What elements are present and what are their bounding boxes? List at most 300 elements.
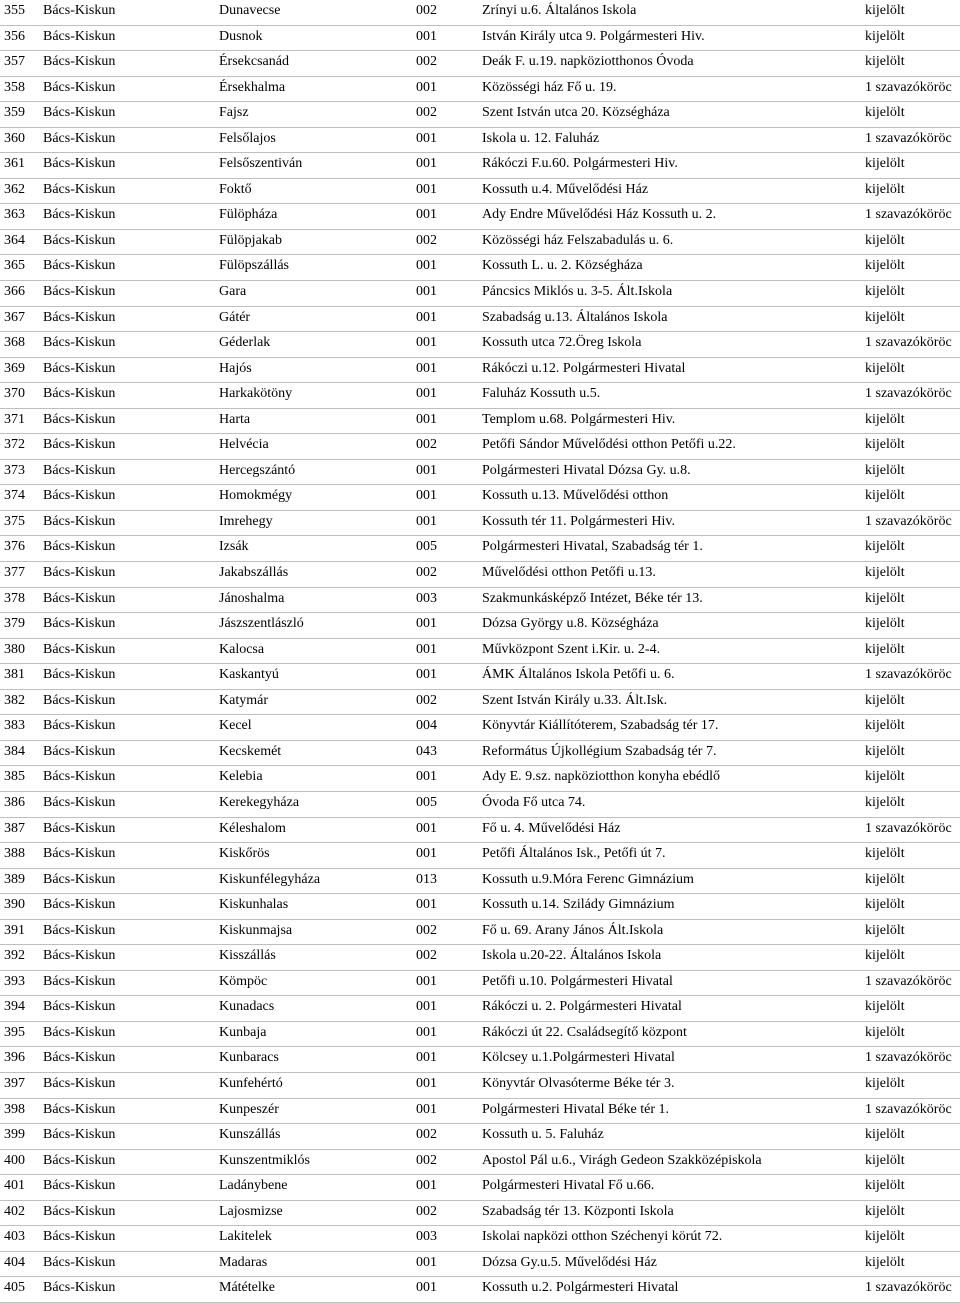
county-name: Bács-Kiskun xyxy=(43,1127,116,1143)
polling-address: István Király utca 9. Polgármesteri Hiv. xyxy=(482,28,705,44)
settlement-name: Kiskunhalas xyxy=(219,897,289,913)
county-name: Bács-Kiskun xyxy=(43,488,116,504)
county-name: Bács-Kiskun xyxy=(43,769,116,785)
polling-address: Iskola u.20-22. Általános Iskola xyxy=(482,948,662,964)
row-number: 363 xyxy=(4,207,25,223)
district-code: 001 xyxy=(416,156,437,172)
county-name: Bács-Kiskun xyxy=(43,922,116,938)
county-name: Bács-Kiskun xyxy=(43,335,116,351)
table-row xyxy=(0,562,960,588)
county-name: Bács-Kiskun xyxy=(43,513,116,529)
status-label: kijelölt xyxy=(865,999,905,1015)
row-number: 392 xyxy=(4,948,25,964)
settlement-name: Madaras xyxy=(219,1254,268,1270)
polling-address: Dózsa Gy.u.5. Művelődési Ház xyxy=(482,1254,657,1270)
table-row xyxy=(0,358,960,384)
row-number: 373 xyxy=(4,462,25,478)
status-label: kijelölt xyxy=(865,488,905,504)
county-name: Bács-Kiskun xyxy=(43,130,116,146)
settlement-name: Helvécia xyxy=(219,437,269,453)
polling-address: Szabadság u.13. Általános Iskola xyxy=(482,309,668,325)
row-number: 361 xyxy=(4,156,25,172)
settlement-name: Kisszállás xyxy=(219,948,276,964)
row-number: 359 xyxy=(4,105,25,121)
district-code: 002 xyxy=(416,1203,437,1219)
district-code: 001 xyxy=(416,462,437,478)
table-row xyxy=(0,1277,960,1303)
table-row xyxy=(0,1073,960,1099)
row-number: 397 xyxy=(4,1075,25,1091)
status-label: kijelölt xyxy=(865,1127,905,1143)
status-label: kijelölt xyxy=(865,1075,905,1091)
table-row xyxy=(0,460,960,486)
row-number: 405 xyxy=(4,1280,25,1296)
row-number: 369 xyxy=(4,360,25,376)
county-name: Bács-Kiskun xyxy=(43,973,116,989)
county-name: Bács-Kiskun xyxy=(43,616,116,632)
table-row xyxy=(0,307,960,333)
row-number: 357 xyxy=(4,54,25,70)
district-code: 001 xyxy=(416,488,437,504)
polling-address: Polgármesteri Hivatal Fő u.66. xyxy=(482,1178,655,1194)
status-label: kijelölt xyxy=(865,232,905,248)
district-code: 002 xyxy=(416,3,437,18)
status-label: kijelölt xyxy=(865,565,905,581)
settlement-name: Dunavecse xyxy=(219,3,281,18)
table-row xyxy=(0,434,960,460)
table-row xyxy=(0,996,960,1022)
status-label: kijelölt xyxy=(865,794,905,810)
settlement-name: Kerekegyháza xyxy=(219,794,300,810)
table-row xyxy=(0,77,960,103)
county-name: Bács-Kiskun xyxy=(43,1254,116,1270)
row-number: 381 xyxy=(4,667,25,683)
table-row xyxy=(0,128,960,154)
polling-address: Fő u. 69. Arany János Ált.Iskola xyxy=(482,922,664,938)
table-row xyxy=(0,179,960,205)
county-name: Bács-Kiskun xyxy=(43,999,116,1015)
status-label: kijelölt xyxy=(865,1178,905,1194)
district-code: 001 xyxy=(416,1050,437,1066)
settlement-name: Gátér xyxy=(219,309,251,325)
row-number: 368 xyxy=(4,335,25,351)
county-name: Bács-Kiskun xyxy=(43,28,116,44)
status-label: kijelölt xyxy=(865,948,905,964)
polling-address: Ady Endre Művelődési Ház Kossuth u. 2. xyxy=(482,207,717,223)
polling-address: Rákóczi út 22. Családsegítő központ xyxy=(482,1024,687,1040)
settlement-name: Hajós xyxy=(219,360,252,376)
county-name: Bács-Kiskun xyxy=(43,386,116,402)
district-code: 001 xyxy=(416,616,437,632)
district-code: 043 xyxy=(416,743,437,759)
polling-address: Közösségi ház Fő u. 19. xyxy=(482,79,617,95)
settlement-name: Fülöpjakab xyxy=(219,232,282,248)
table-row xyxy=(0,818,960,844)
table-row xyxy=(0,792,960,818)
status-label: 1 szavazóköröс xyxy=(865,1101,952,1117)
county-name: Bács-Kiskun xyxy=(43,590,116,606)
district-code: 002 xyxy=(416,948,437,964)
district-code: 001 xyxy=(416,207,437,223)
table-row xyxy=(0,102,960,128)
status-label: kijelölt xyxy=(865,616,905,632)
polling-address: Páncsics Miklós u. 3-5. Ált.Iskola xyxy=(482,284,673,300)
row-number: 389 xyxy=(4,871,25,887)
settlement-name: Katymár xyxy=(219,692,268,708)
table-row xyxy=(0,255,960,281)
settlement-name: Kunbaracs xyxy=(219,1050,279,1066)
row-number: 400 xyxy=(4,1152,25,1168)
polling-address: Kossuth u.2. Polgármesteri Hivatal xyxy=(482,1280,679,1296)
settlement-name: Foktő xyxy=(219,181,252,197)
district-code: 001 xyxy=(416,846,437,862)
county-name: Bács-Kiskun xyxy=(43,692,116,708)
county-name: Bács-Kiskun xyxy=(43,1101,116,1117)
polling-address: Kossuth utca 72.Öreg Iskola xyxy=(482,335,642,351)
polling-address: Kossuth u. 5. Faluház xyxy=(482,1127,604,1143)
district-code: 001 xyxy=(416,79,437,95)
table-row xyxy=(0,0,960,26)
settlement-name: Kaskantyú xyxy=(219,667,279,683)
polling-address: Közösségi ház Felszabadulás u. 6. xyxy=(482,232,674,248)
polling-address: Petőfi u.10. Polgármesteri Hivatal xyxy=(482,973,673,989)
district-code: 001 xyxy=(416,309,437,325)
district-code: 001 xyxy=(416,1254,437,1270)
district-code: 013 xyxy=(416,871,437,887)
polling-address: ÁMK Általános Iskola Petőfi u. 6. xyxy=(482,667,675,683)
settlement-name: Kecskemét xyxy=(219,743,282,759)
county-name: Bács-Kiskun xyxy=(43,718,116,734)
district-code: 002 xyxy=(416,692,437,708)
row-number: 376 xyxy=(4,539,25,555)
status-label: kijelölt xyxy=(865,360,905,376)
polling-address: Rákóczi u.12. Polgármesteri Hivatal xyxy=(482,360,686,376)
settlement-name: Jászszentlászló xyxy=(219,616,304,632)
county-name: Bács-Kiskun xyxy=(43,820,116,836)
table-row xyxy=(0,715,960,741)
county-name: Bács-Kiskun xyxy=(43,360,116,376)
district-code: 005 xyxy=(416,794,437,810)
row-number: 355 xyxy=(4,3,25,18)
status-label: 1 szavazóköröс xyxy=(865,973,952,989)
row-number: 372 xyxy=(4,437,25,453)
settlement-name: Kiskőrös xyxy=(219,846,270,862)
county-name: Bács-Kiskun xyxy=(43,1229,116,1245)
polling-address: Kossuth u.9.Móra Ferenc Gimnázium xyxy=(482,871,694,887)
polling-address: Művelődési otthon Petőfi u.13. xyxy=(482,565,656,581)
county-name: Bács-Kiskun xyxy=(43,3,116,18)
district-code: 002 xyxy=(416,54,437,70)
row-number: 390 xyxy=(4,897,25,913)
district-code: 003 xyxy=(416,1229,437,1245)
settlement-name: Kalocsa xyxy=(219,641,265,657)
polling-address: Kossuth u.14. Szilády Gimnázium xyxy=(482,897,675,913)
county-name: Bács-Kiskun xyxy=(43,846,116,862)
row-number: 385 xyxy=(4,769,25,785)
row-number: 395 xyxy=(4,1024,25,1040)
row-number: 383 xyxy=(4,718,25,734)
settlement-name: Kiskunmajsa xyxy=(219,922,293,938)
table-row xyxy=(0,1124,960,1150)
table-row xyxy=(0,409,960,435)
polling-address: Fő u. 4. Művelődési Ház xyxy=(482,820,621,836)
district-code: 001 xyxy=(416,1075,437,1091)
settlement-name: Érsekhalma xyxy=(219,79,286,95)
status-label: kijelölt xyxy=(865,156,905,172)
table-row xyxy=(0,664,960,690)
status-label: kijelölt xyxy=(865,258,905,274)
county-name: Bács-Kiskun xyxy=(43,641,116,657)
status-label: kijelölt xyxy=(865,437,905,453)
settlement-name: Mátételke xyxy=(219,1280,275,1296)
row-number: 393 xyxy=(4,973,25,989)
settlement-name: Kunpeszér xyxy=(219,1101,279,1117)
county-name: Bács-Kiskun xyxy=(43,667,116,683)
status-label: 1 szavazóköröс xyxy=(865,386,952,402)
status-label: kijelölt xyxy=(865,692,905,708)
table-row xyxy=(0,281,960,307)
table-row xyxy=(0,588,960,614)
county-name: Bács-Kiskun xyxy=(43,284,116,300)
district-code: 001 xyxy=(416,897,437,913)
table-row xyxy=(0,894,960,920)
row-number: 375 xyxy=(4,513,25,529)
table-row xyxy=(0,766,960,792)
table-row xyxy=(0,1047,960,1073)
status-label: kijelölt xyxy=(865,462,905,478)
table-row xyxy=(0,1226,960,1252)
district-code: 002 xyxy=(416,1152,437,1168)
row-number: 367 xyxy=(4,309,25,325)
county-name: Bács-Kiskun xyxy=(43,1024,116,1040)
row-number: 380 xyxy=(4,641,25,657)
status-label: kijelölt xyxy=(865,181,905,197)
status-label: kijelölt xyxy=(865,871,905,887)
county-name: Bács-Kiskun xyxy=(43,207,116,223)
settlement-name: Kelebia xyxy=(219,769,263,785)
status-label: kijelölt xyxy=(865,846,905,862)
settlement-name: Géderlak xyxy=(219,335,271,351)
settlement-name: Jánoshalma xyxy=(219,590,285,606)
settlement-name: Lakitelek xyxy=(219,1229,272,1245)
district-code: 002 xyxy=(416,105,437,121)
settlement-name: Homokmégy xyxy=(219,488,293,504)
row-number: 398 xyxy=(4,1101,25,1117)
row-number: 403 xyxy=(4,1229,25,1245)
district-code: 001 xyxy=(416,28,437,44)
row-number: 399 xyxy=(4,1127,25,1143)
county-name: Bács-Kiskun xyxy=(43,1075,116,1091)
district-code: 002 xyxy=(416,437,437,453)
status-label: kijelölt xyxy=(865,641,905,657)
polling-address: Művközpont Szent i.Kir. u. 2-4. xyxy=(482,641,661,657)
row-number: 387 xyxy=(4,820,25,836)
county-name: Bács-Kiskun xyxy=(43,897,116,913)
table-row xyxy=(0,153,960,179)
table-row xyxy=(0,869,960,895)
polling-address: Rákóczi u. 2. Polgármesteri Hivatal xyxy=(482,999,682,1015)
polling-address: Templom u.68. Polgármesteri Hiv. xyxy=(482,411,676,427)
settlement-name: Kunfehértó xyxy=(219,1075,283,1091)
district-code: 002 xyxy=(416,565,437,581)
row-number: 362 xyxy=(4,181,25,197)
polling-address: Ady E. 9.sz. napköziotthon konyha ebédlő xyxy=(482,769,720,785)
table-row xyxy=(0,383,960,409)
status-label: kijelölt xyxy=(865,922,905,938)
county-name: Bács-Kiskun xyxy=(43,462,116,478)
table-row xyxy=(0,536,960,562)
status-label: 1 szavazóköröс xyxy=(865,1050,952,1066)
district-code: 001 xyxy=(416,130,437,146)
row-number: 396 xyxy=(4,1050,25,1066)
polling-address: Református Újkollégium Szabadság tér 7. xyxy=(482,743,717,759)
status-label: kijelölt xyxy=(865,1024,905,1040)
table-row xyxy=(0,204,960,230)
polling-address: Zrínyi u.6. Általános Iskola xyxy=(482,3,637,18)
status-label: kijelölt xyxy=(865,718,905,734)
settlement-name: Kunadacs xyxy=(219,999,275,1015)
polling-address: Iskola u. 12. Faluház xyxy=(482,130,600,146)
county-name: Bács-Kiskun xyxy=(43,948,116,964)
status-label: 1 szavazóköröс xyxy=(865,820,952,836)
county-name: Bács-Kiskun xyxy=(43,743,116,759)
polling-address: Szent István Király u.33. Ált.Isk. xyxy=(482,692,668,708)
status-label: kijelölt xyxy=(865,539,905,555)
table-row xyxy=(0,741,960,767)
polling-address: Szabadság tér 13. Központi Iskola xyxy=(482,1203,674,1219)
table-row xyxy=(0,920,960,946)
table-row xyxy=(0,639,960,665)
polling-address: Kossuth u.13. Művelődési otthon xyxy=(482,488,669,504)
county-name: Bács-Kiskun xyxy=(43,539,116,555)
county-name: Bács-Kiskun xyxy=(43,871,116,887)
settlement-name: Érsekcsanád xyxy=(219,54,289,70)
table-row xyxy=(0,485,960,511)
county-name: Bács-Kiskun xyxy=(43,1203,116,1219)
row-number: 378 xyxy=(4,590,25,606)
row-number: 394 xyxy=(4,999,25,1015)
status-label: 1 szavazóköröс xyxy=(865,513,952,529)
row-number: 401 xyxy=(4,1178,25,1194)
settlement-name: Harkakötöny xyxy=(219,386,293,402)
status-label: kijelölt xyxy=(865,411,905,427)
settlement-name: Fajsz xyxy=(219,105,249,121)
district-code: 002 xyxy=(416,922,437,938)
status-label: kijelölt xyxy=(865,105,905,121)
table-row xyxy=(0,945,960,971)
status-label: 1 szavazóköröс xyxy=(865,207,952,223)
district-code: 001 xyxy=(416,1101,437,1117)
row-number: 388 xyxy=(4,846,25,862)
settlement-name: Jakabszállás xyxy=(219,565,289,581)
district-code: 001 xyxy=(416,1280,437,1296)
row-number: 360 xyxy=(4,130,25,146)
polling-address: Polgármesteri Hivatal Béke tér 1. xyxy=(482,1101,669,1117)
county-name: Bács-Kiskun xyxy=(43,309,116,325)
row-number: 384 xyxy=(4,743,25,759)
row-number: 370 xyxy=(4,386,25,402)
settlement-name: Hercegszántó xyxy=(219,462,296,478)
table-row xyxy=(0,332,960,358)
district-code: 001 xyxy=(416,284,437,300)
settlement-name: Lajosmizse xyxy=(219,1203,283,1219)
status-label: kijelölt xyxy=(865,1229,905,1245)
polling-address: Kölcsey u.1.Polgármesteri Hivatal xyxy=(482,1050,675,1066)
county-name: Bács-Kiskun xyxy=(43,565,116,581)
settlement-name: Kunszállás xyxy=(219,1127,281,1143)
settlement-name: Kunbaja xyxy=(219,1024,267,1040)
table-row xyxy=(0,1022,960,1048)
county-name: Bács-Kiskun xyxy=(43,181,116,197)
district-code: 002 xyxy=(416,1127,437,1143)
district-code: 001 xyxy=(416,258,437,274)
polling-address: Szent István utca 20. Községháza xyxy=(482,105,670,121)
county-name: Bács-Kiskun xyxy=(43,1152,116,1168)
row-number: 364 xyxy=(4,232,25,248)
district-code: 001 xyxy=(416,360,437,376)
status-label: 1 szavazóköröс xyxy=(865,667,952,683)
polling-address: Kossuth u.4. Művelődési Ház xyxy=(482,181,649,197)
settlement-name: Kecel xyxy=(219,718,252,734)
table-row xyxy=(0,230,960,256)
status-label: kijelölt xyxy=(865,1203,905,1219)
district-code: 001 xyxy=(416,181,437,197)
status-label: kijelölt xyxy=(865,3,905,18)
row-number: 391 xyxy=(4,922,25,938)
district-code: 002 xyxy=(416,232,437,248)
row-number: 377 xyxy=(4,565,25,581)
row-number: 374 xyxy=(4,488,25,504)
county-name: Bács-Kiskun xyxy=(43,232,116,248)
district-code: 001 xyxy=(416,386,437,402)
district-code: 001 xyxy=(416,820,437,836)
polling-address: Rákóczi F.u.60. Polgármesteri Hiv. xyxy=(482,156,678,172)
status-label: 1 szavazóköröс xyxy=(865,335,952,351)
polling-address: Kossuth tér 11. Polgármesteri Hiv. xyxy=(482,513,675,529)
district-code: 001 xyxy=(416,769,437,785)
table-row xyxy=(0,1175,960,1201)
settlement-name: Kunszentmiklós xyxy=(219,1152,310,1168)
table-row xyxy=(0,51,960,77)
polling-address: Szakmunkásképző Intézet, Béke tér 13. xyxy=(482,590,703,606)
county-name: Bács-Kiskun xyxy=(43,437,116,453)
settlement-name: Kiskunfélegyháza xyxy=(219,871,321,887)
polling-address: Iskolai napközi otthon Széchenyi körút 72. xyxy=(482,1229,723,1245)
county-name: Bács-Kiskun xyxy=(43,105,116,121)
status-label: 1 szavazóköröс xyxy=(865,79,952,95)
polling-address: Óvoda Fő utca 74. xyxy=(482,794,586,810)
county-name: Bács-Kiskun xyxy=(43,54,116,70)
status-label: kijelölt xyxy=(865,54,905,70)
table-row xyxy=(0,690,960,716)
county-name: Bács-Kiskun xyxy=(43,1280,116,1296)
status-label: kijelölt xyxy=(865,1254,905,1270)
row-number: 366 xyxy=(4,284,25,300)
settlement-name: Harta xyxy=(219,411,251,427)
county-name: Bács-Kiskun xyxy=(43,794,116,810)
district-code: 001 xyxy=(416,667,437,683)
district-code: 001 xyxy=(416,513,437,529)
settlement-name: Ladánybene xyxy=(219,1178,288,1194)
status-label: kijelölt xyxy=(865,309,905,325)
polling-address: Könyvtár Olvasóterme Béke tér 3. xyxy=(482,1075,675,1091)
table-row xyxy=(0,971,960,997)
county-name: Bács-Kiskun xyxy=(43,79,116,95)
table-row xyxy=(0,1099,960,1125)
polling-address: Deák F. u.19. napköziotthonos Óvoda xyxy=(482,54,694,70)
district-code: 001 xyxy=(416,411,437,427)
status-label: kijelölt xyxy=(865,743,905,759)
